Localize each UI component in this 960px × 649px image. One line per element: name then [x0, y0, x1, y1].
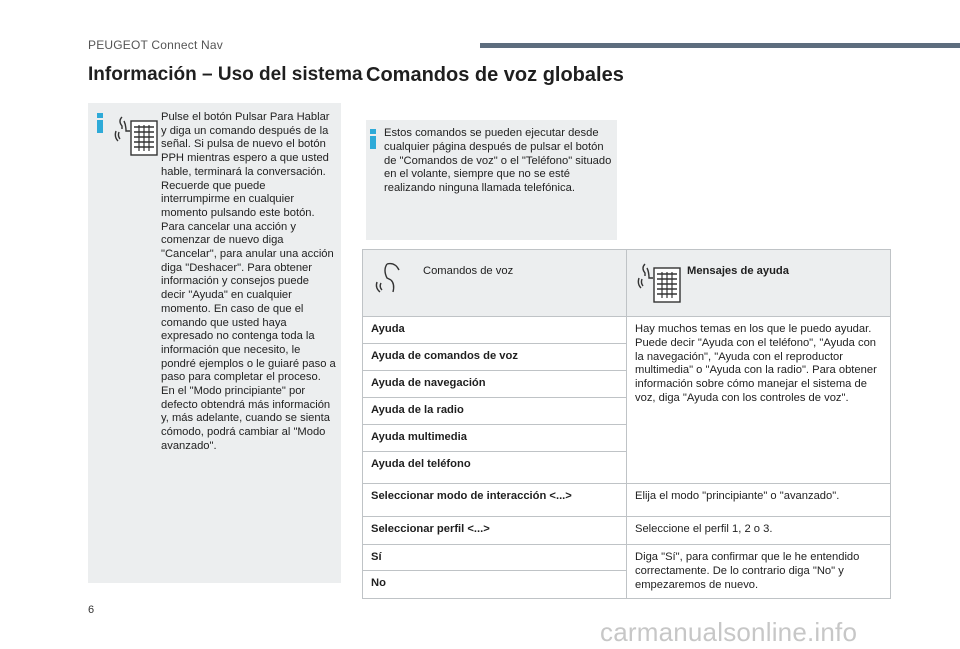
header-cell-help — [627, 250, 891, 317]
voice-command-icon — [373, 260, 403, 296]
header-cell-commands — [363, 250, 627, 317]
command-cell: Ayuda del teléfono — [363, 452, 627, 484]
voice-help-icon — [637, 260, 681, 304]
voice-command-icon — [114, 113, 158, 157]
voice-commands-note — [366, 120, 617, 240]
info-panel — [88, 103, 341, 583]
help-cell: Diga "Sí", para confirmar que le he entendido correctamente. De lo contrario diga "No" y empezaremos de nuevo. — [627, 545, 891, 599]
command-cell: Seleccionar perfil <...> — [363, 517, 627, 545]
table-row — [363, 317, 891, 344]
info-icon — [96, 113, 104, 131]
command-cell: No — [363, 571, 627, 599]
help-cell: Seleccione el perfil 1, 2 o 3. — [627, 517, 891, 545]
command-cell: Ayuda de comandos de voz — [363, 344, 627, 371]
note-text: Estos comandos se pueden ejecutar desde cualquier página después de pulsar el botón de "Comandos de voz" o el "Teléfono" situado en el volante, siempre que no se esté realizando ninguna llamada telefónica. — [384, 127, 612, 195]
command-cell: Seleccionar modo de interacción <...> — [363, 484, 627, 517]
command-cell: Ayuda multimedia — [363, 425, 627, 452]
table-header-row — [363, 250, 891, 317]
section-title-voice-commands: Comandos de voz globales — [366, 64, 624, 86]
section-title-info: Información – Uso del sistema — [88, 64, 363, 85]
command-cell: Ayuda de la radio — [363, 398, 627, 425]
watermark: carmanualsonline.info — [600, 617, 858, 647]
command-cell: Sí — [363, 545, 627, 571]
command-cell: Ayuda — [363, 317, 627, 344]
help-cell: Hay muchos temas en los que le puedo ayudar. Puede decir "Ayuda con el teléfono", "Ayuda con la navegación", "Ayuda con el reproductor multimedia" o "Ayuda con la radio". Para obtener información sobre cómo manejar el sistema de voz, diga "Ayuda con los controles de voz". — [627, 317, 891, 484]
command-cell: Ayuda de navegación — [363, 371, 627, 398]
header-bar — [480, 43, 960, 48]
info-icon — [369, 129, 377, 147]
info-body-text: Pulse el botón Pulsar Para Hablar y diga un comando después de la señal. Si pulsa de nuevo el botón PPH mientras espero a que usted hable, terminará la conversación. Recuerde que puede interrumpirme en cualquier momento pulsando este botón. Para cancelar una acción y comenzar de nuevo diga "Cancelar", para anular una acción diga "Deshacer". Para obtener información y consejos puede decir "Ayuda" en cualquier momento. En caso de que el comando que usted haya expresado no contenga toda la información que necesito, le pondré ejemplos o le guiaré paso a paso para completar el proceso. En el "Modo principiante" por defecto obtendrá más información y, más adelante, cuando se sienta cómodo, podrá cambiar al "Modo avanzado". — [161, 111, 336, 452]
table-row — [363, 545, 891, 571]
header-label-help: Mensajes de ayuda — [687, 265, 789, 277]
page-number: 6 — [88, 604, 95, 616]
running-title: PEUGEOT Connect Nav — [88, 38, 223, 52]
help-cell: Elija el modo "principiante" o "avanzado". — [627, 484, 891, 517]
table-row — [363, 517, 891, 545]
voice-commands-table — [362, 249, 891, 599]
header-label-commands: Comandos de voz — [423, 265, 514, 277]
table-row — [363, 484, 891, 517]
